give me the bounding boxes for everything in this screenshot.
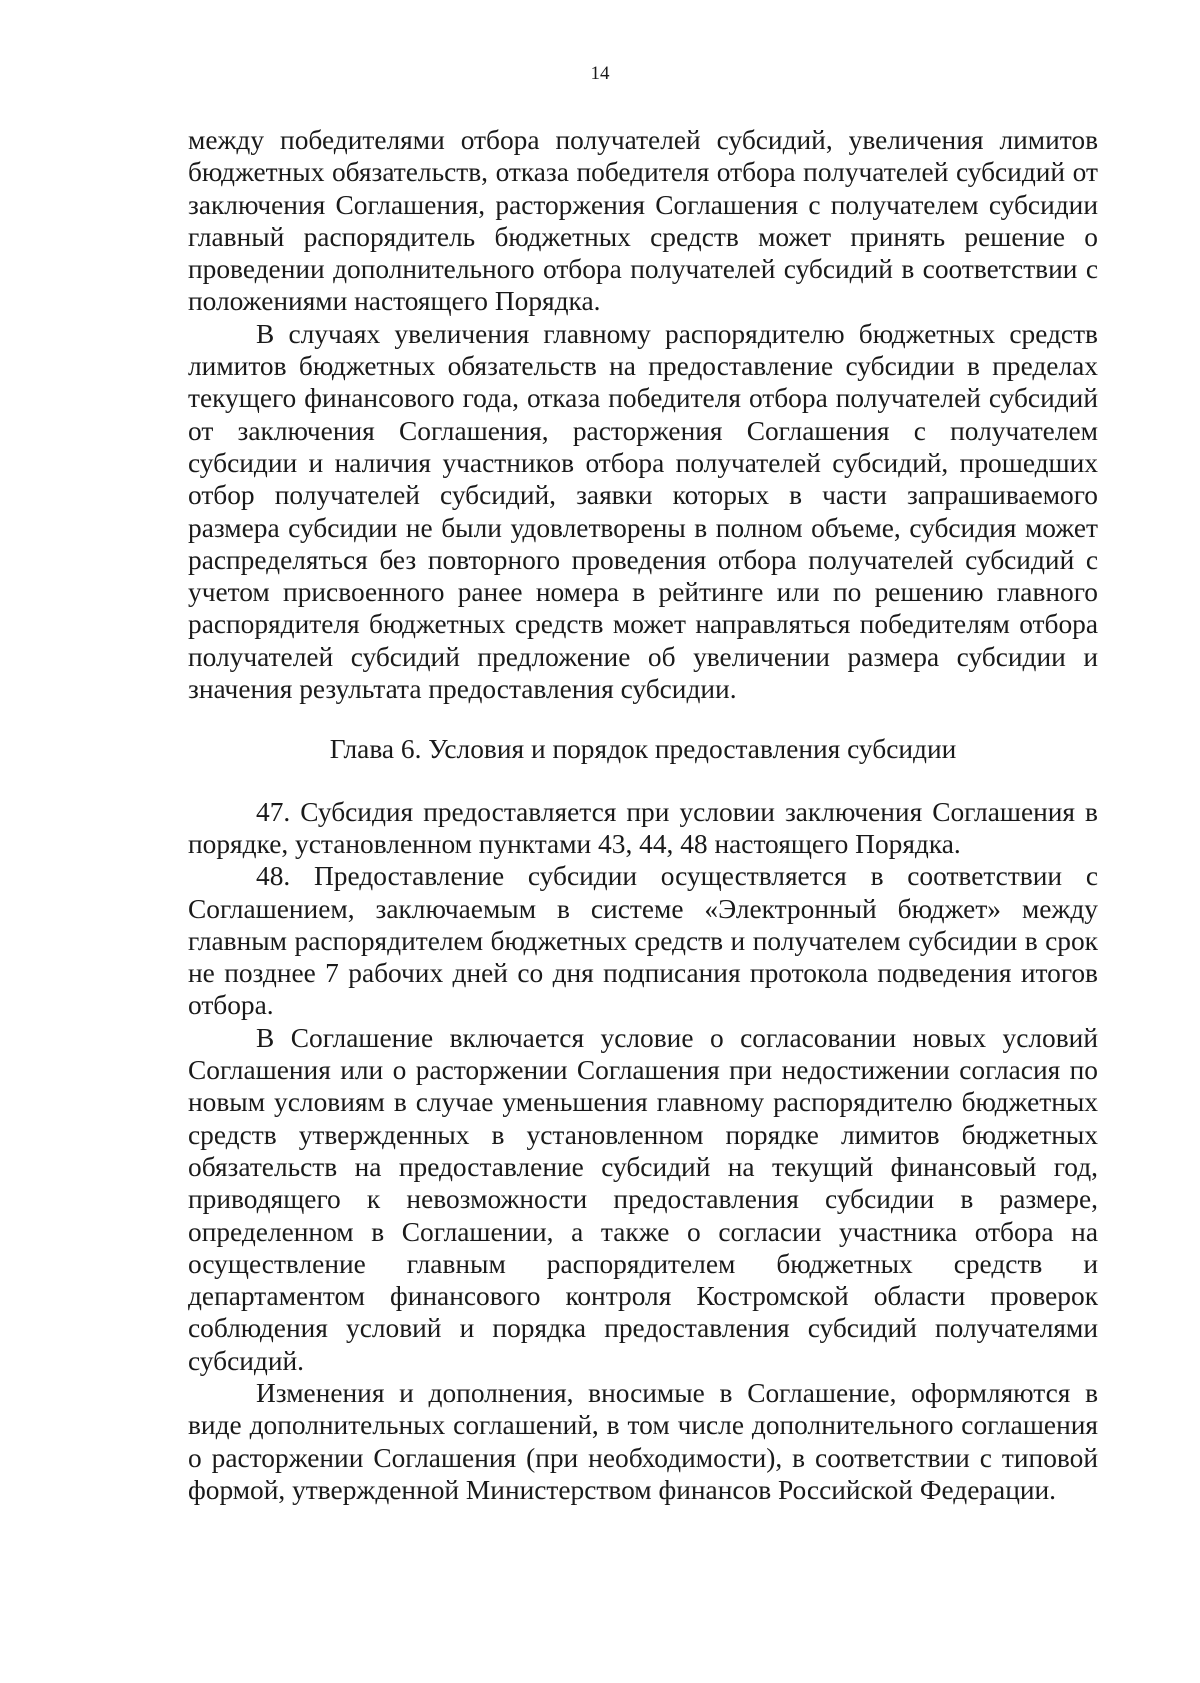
- document-body: [188, 124, 1098, 1506]
- page-number: 14: [590, 63, 610, 84]
- paragraph-agreement-conditions: В Соглашение включается условие о согласовании новых условий Соглашения или о расторжении Соглашения при недостижении согласия по новым условиям в случае уменьшения главному распорядителю бюджетных средств утвержденных в установленном порядке лимитов бюджетных обязательств на предоставление субсидий на текущий финансовый год, приводящего к невозможности предоставления субсидии в размере, определенном в Соглашении, а также о согласии участника отбора на осуществление главным распорядителем бюджетных средств и департаментом финансового контроля Костромской области проверок соблюдения условий и порядка предоставления субсидий получателями субсидий.: [188, 1022, 1098, 1376]
- paragraph-47: 47. Субсидия предоставляется при условии заключения Соглашения в порядке, установленном пунктами 43, 44, 48 настоящего Порядка.: [188, 796, 1098, 859]
- paragraph-continuation: между победителями отбора получателей субсидий, увеличения лимитов бюджетных обязательств, отказа победителя отбора получателей субсидий от заключения Соглашения, расторжения Соглашения с получателем субсидии главный распорядитель бюджетных средств может принять решение о проведении дополнительного отбора получателей субсидий в соответствии с положениями настоящего Порядка.: [188, 125, 1098, 317]
- paragraph-amendments: Изменения и дополнения, вносимые в Соглашение, оформляются в виде дополнительных соглашений, в том числе дополнительного соглашения о расторжении Соглашения (при необходимости), в соответствии с типовой формой, утвержденной Министерством финансов Российской Федерации.: [188, 1377, 1098, 1505]
- paragraph-48: 48. Предоставление субсидии осуществляется в соответствии с Соглашением, заключаемым в системе «Электронный бюджет» между главным распорядителем бюджетных средств и получателем субсидии в срок не позднее 7 рабочих дней со дня подписания протокола подведения итогов отбора.: [188, 861, 1098, 1021]
- chapter-heading: Глава 6. Условия и порядок предоставления субсидии: [329, 734, 957, 765]
- paragraph-limits-increase: В случаях увеличения главному распорядителю бюджетных средств лимитов бюджетных обязательств на предоставление субсидии в пределах текущего финансового года, отказа победителя отбора получателей субсидий от заключения Соглашения, расторжения Соглашения с получателем субсидии и наличия участников отбора получателей субсидий, прошедших отбор получателей субсидий, заявки которых в части запрашиваемого размера субсидии не были удовлетворены в полном объеме, субсидия может распределяться без повторного проведения отбора получателей субсидий с учетом присвоенного ранее номера в рейтинге или по решению главного распорядителя бюджетных средств может направляться победителям отбора получателей субсидий предложение об увеличении размера субсидии и значения результата предоставления субсидии.: [188, 318, 1098, 705]
